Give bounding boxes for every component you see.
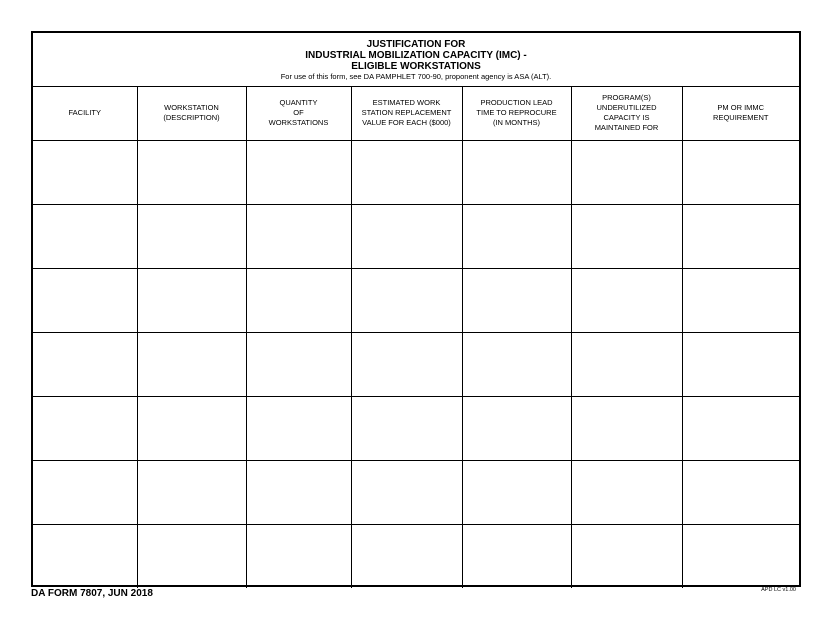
table-row	[33, 460, 799, 524]
cell-quantity[interactable]	[246, 332, 351, 396]
form-header	[33, 33, 799, 87]
cell-programs[interactable]	[571, 204, 682, 268]
col-header-workstation: WORKSTATION (DESCRIPTION)	[137, 87, 246, 140]
cell-facility[interactable]	[33, 524, 137, 588]
cell-programs[interactable]	[571, 396, 682, 460]
cell-facility[interactable]	[33, 396, 137, 460]
cell-quantity[interactable]	[246, 460, 351, 524]
cell-replacement-value[interactable]	[351, 460, 462, 524]
table-row	[33, 140, 799, 204]
header-row	[33, 87, 799, 140]
cell-workstation[interactable]	[137, 524, 246, 588]
cell-programs[interactable]	[571, 140, 682, 204]
cell-workstation[interactable]	[137, 396, 246, 460]
cell-requirement[interactable]	[682, 332, 799, 396]
form-title-line-2: INDUSTRIAL MOBILIZATION CAPACITY (IMC) -	[305, 50, 527, 61]
cell-lead-time[interactable]	[462, 460, 571, 524]
workstation-table	[33, 87, 799, 588]
cell-lead-time[interactable]	[462, 396, 571, 460]
cell-replacement-value[interactable]	[351, 332, 462, 396]
cell-facility[interactable]	[33, 332, 137, 396]
table-body	[33, 140, 799, 588]
col-header-requirement: PM OR IMMC REQUIREMENT	[682, 87, 799, 140]
cell-workstation[interactable]	[137, 140, 246, 204]
cell-facility[interactable]	[33, 268, 137, 332]
cell-requirement[interactable]	[682, 524, 799, 588]
cell-programs[interactable]	[571, 460, 682, 524]
cell-workstation[interactable]	[137, 204, 246, 268]
cell-replacement-value[interactable]	[351, 396, 462, 460]
table-row	[33, 268, 799, 332]
cell-quantity[interactable]	[246, 268, 351, 332]
col-header-replacement-value: ESTIMATED WORK STATION REPLACEMENT VALUE FOR EACH ($000)	[351, 87, 462, 140]
form-title-line-3: ELIGIBLE WORKSTATIONS	[351, 61, 481, 72]
cell-replacement-value[interactable]	[351, 140, 462, 204]
form-title-line-1: JUSTIFICATION FOR	[366, 39, 466, 50]
cell-workstation[interactable]	[137, 332, 246, 396]
cell-facility[interactable]	[33, 460, 137, 524]
cell-replacement-value[interactable]	[351, 268, 462, 332]
cell-replacement-value[interactable]	[351, 524, 462, 588]
cell-lead-time[interactable]	[462, 332, 571, 396]
cell-facility[interactable]	[33, 140, 137, 204]
cell-lead-time[interactable]	[462, 140, 571, 204]
cell-quantity[interactable]	[246, 524, 351, 588]
cell-programs[interactable]	[571, 524, 682, 588]
cell-workstation[interactable]	[137, 460, 246, 524]
cell-requirement[interactable]	[682, 460, 799, 524]
table-row	[33, 204, 799, 268]
col-header-lead-time: PRODUCTION LEAD TIME TO REPROCURE (IN MONTHS)	[462, 87, 571, 140]
cell-quantity[interactable]	[246, 204, 351, 268]
form-number: DA FORM 7807, JUN 2018	[31, 588, 153, 599]
cell-quantity[interactable]	[246, 396, 351, 460]
col-header-programs: PROGRAM(S) UNDERUTILIZED CAPACITY IS MAINTAINED FOR	[571, 87, 682, 140]
cell-requirement[interactable]	[682, 204, 799, 268]
table-row	[33, 396, 799, 460]
cell-lead-time[interactable]	[462, 204, 571, 268]
cell-quantity[interactable]	[246, 140, 351, 204]
col-header-facility: FACILITY	[33, 87, 137, 140]
cell-lead-time[interactable]	[462, 524, 571, 588]
form-subtitle: For use of this form, see DA PAMPHLET 700-90, proponent agency is ASA (ALT).	[280, 72, 552, 81]
form-frame	[31, 31, 801, 587]
cell-workstation[interactable]	[137, 268, 246, 332]
cell-programs[interactable]	[571, 332, 682, 396]
cell-lead-time[interactable]	[462, 268, 571, 332]
cell-programs[interactable]	[571, 268, 682, 332]
table-row	[33, 524, 799, 588]
cell-requirement[interactable]	[682, 396, 799, 460]
table-row	[33, 332, 799, 396]
cell-replacement-value[interactable]	[351, 204, 462, 268]
cell-requirement[interactable]	[682, 268, 799, 332]
col-header-quantity: QUANTITY OF WORKSTATIONS	[246, 87, 351, 140]
cell-facility[interactable]	[33, 204, 137, 268]
cell-requirement[interactable]	[682, 140, 799, 204]
form-version: APD LC v1.00	[761, 587, 796, 593]
